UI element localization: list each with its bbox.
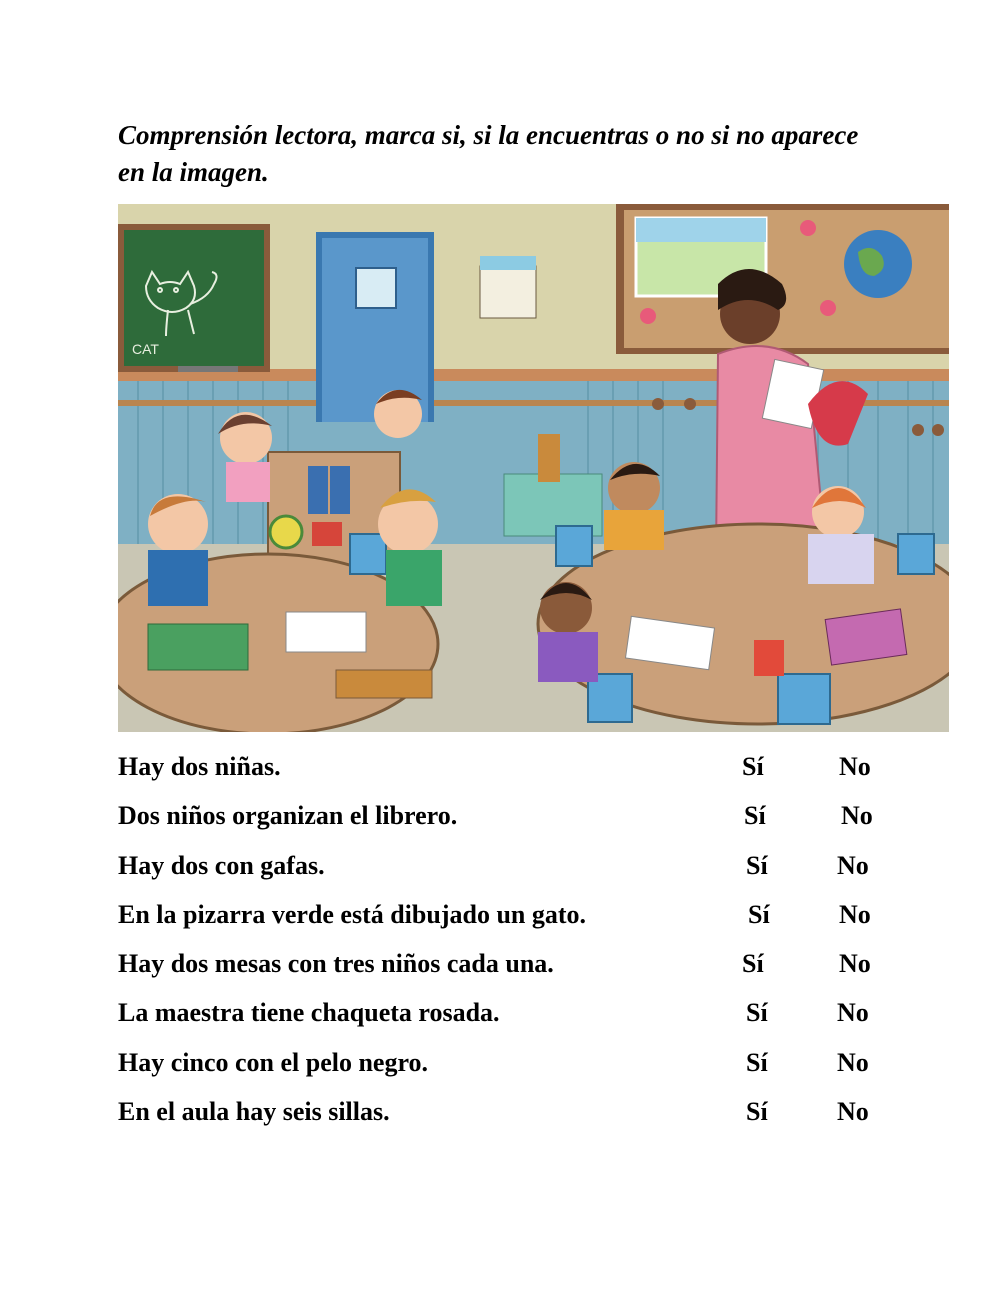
yes-option[interactable]: Sí <box>746 851 768 880</box>
question-row <box>0 851 1000 891</box>
no-option[interactable]: No <box>839 752 871 781</box>
question-row <box>0 801 1000 841</box>
no-option[interactable]: No <box>837 851 869 880</box>
no-option[interactable]: No <box>839 949 871 978</box>
classroom-illustration-svg <box>118 204 949 732</box>
question-row <box>0 1048 1000 1088</box>
pencil-cup <box>754 640 784 676</box>
no-option[interactable]: No <box>837 1097 869 1126</box>
instructions-title: Comprensión lectora, marca si, si la encuentras o no si no aparece en la imagen. <box>118 120 859 187</box>
question-row <box>0 949 1000 989</box>
pencil-case <box>148 624 248 670</box>
question-row <box>0 998 1000 1038</box>
question-text: En el aula hay seis sillas. <box>118 1097 390 1126</box>
yes-option[interactable]: Sí <box>742 752 764 781</box>
question-text: Hay dos mesas con tres niños cada una. <box>118 949 554 978</box>
question-text: La maestra tiene chaqueta rosada. <box>118 998 500 1027</box>
question-row <box>0 900 1000 940</box>
yes-option[interactable]: Sí <box>748 900 770 929</box>
question-text: Hay dos con gafas. <box>118 851 325 880</box>
calendar <box>480 266 536 318</box>
paint-box <box>336 670 432 698</box>
paper-sheet <box>286 612 366 652</box>
classroom-illustration <box>118 204 949 732</box>
yes-option[interactable]: Sí <box>744 801 766 830</box>
question-row <box>0 752 1000 792</box>
yes-option[interactable]: Sí <box>746 998 768 1027</box>
question-text: En la pizarra verde está dibujado un gato. <box>118 900 587 929</box>
yes-option[interactable]: Sí <box>746 1048 768 1077</box>
no-option[interactable]: No <box>837 1048 869 1077</box>
chalkboard-text: CAT <box>132 341 159 357</box>
question-row <box>0 1097 1000 1137</box>
yes-option[interactable]: Sí <box>742 949 764 978</box>
yes-option[interactable]: Sí <box>746 1097 768 1126</box>
question-text: Hay cinco con el pelo negro. <box>118 1048 429 1077</box>
no-option[interactable]: No <box>837 998 869 1027</box>
no-option[interactable]: No <box>841 801 873 830</box>
question-text: Hay dos niñas. <box>118 752 281 781</box>
no-option[interactable]: No <box>839 900 871 929</box>
question-text: Dos niños organizan el librero. <box>118 801 458 830</box>
